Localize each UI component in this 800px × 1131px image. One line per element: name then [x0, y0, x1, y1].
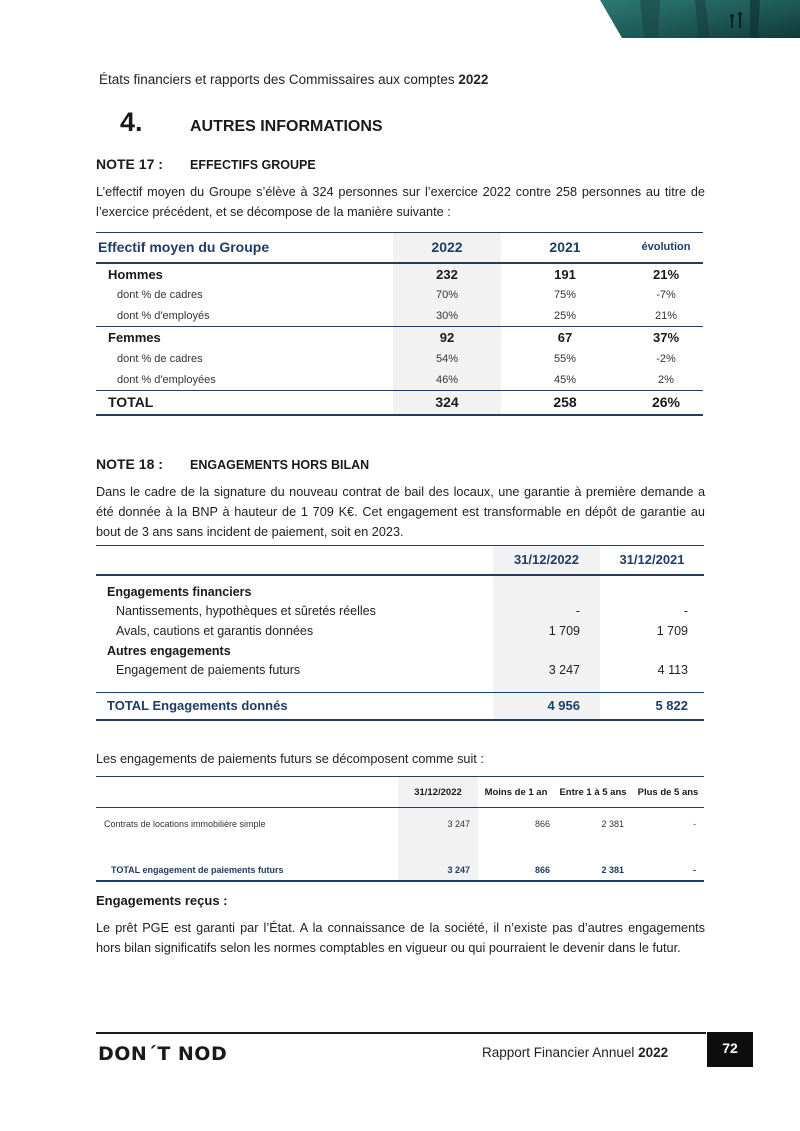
row-label: dont % d'employées: [117, 373, 216, 386]
table-row: [96, 263, 703, 285]
note-18-label: NOTE 18 :: [96, 456, 163, 472]
table-header-cell: évolution: [629, 233, 703, 263]
row-value: -: [693, 818, 696, 829]
note-18-heading: [96, 456, 369, 472]
section-number: 4.: [120, 107, 143, 137]
row-value: 232: [393, 263, 501, 285]
footer-report-year: 2022: [638, 1045, 669, 1060]
table-row: [96, 370, 703, 391]
row-value: 55%: [553, 353, 577, 365]
row-value: 30%: [393, 306, 501, 327]
note-18-title: ENGAGEMENTS HORS BILAN: [190, 458, 370, 472]
table-header-cell: Effectif moyen du Groupe: [96, 233, 393, 263]
total-value: 2 381: [554, 861, 632, 881]
future-payments-intro: Les engagements de paiements futurs se décomposent comme suit :: [96, 752, 484, 766]
total-value: 26%: [629, 391, 703, 415]
row-value: 2%: [658, 373, 674, 386]
row-value: 191: [554, 266, 576, 282]
header-year: 2022: [458, 72, 489, 87]
received-commitments-paragraph: Le prêt PGE est garanti par l’État. A la connaissance de la société, il n’existe pas d’autres engagements hors bilan significatifs selon les normes comptables en vigueur ou qui pourraient le devenir dans le futur.: [96, 921, 705, 955]
row-value: 37%: [652, 330, 680, 346]
row-label: Hommes: [108, 266, 163, 282]
category-row: [96, 582, 704, 602]
footer-report-label: Rapport Financier Annuel: [482, 1045, 635, 1060]
row-label: dont % d'employés: [96, 306, 393, 327]
footer-report-title: [482, 1045, 668, 1060]
total-value: -: [632, 861, 704, 881]
table-header-row: [96, 546, 704, 575]
row-value: 25%: [501, 306, 629, 327]
row-label: Avals, cautions et garantis données: [116, 623, 314, 638]
company-logo: DON´T NOD: [98, 1043, 228, 1065]
note-17-title: EFFECTIFS GROUPE: [190, 158, 316, 172]
commitments-table: [96, 545, 704, 721]
table-row: [96, 661, 704, 681]
row-value: 1 709: [493, 621, 600, 641]
row-label: Engagement de paiements futurs: [116, 663, 301, 678]
total-label: TOTAL: [96, 391, 393, 415]
page-number: 72: [707, 1032, 753, 1067]
row-value: 1 709: [656, 623, 688, 638]
row-label: dont % de cadres: [117, 289, 203, 301]
table-header-cell: 31/12/2022: [398, 777, 478, 808]
section-title: AUTRES INFORMATIONS: [190, 118, 383, 135]
table-header-cell: 31/12/2022: [493, 546, 600, 575]
table-header-row: [96, 777, 704, 808]
future-payments-table: [96, 776, 704, 882]
table-total-row: [96, 692, 704, 720]
note-17-label: NOTE 17 :: [96, 156, 163, 172]
table-header-cell: Entre 1 à 5 ans: [554, 777, 632, 808]
row-value: 2 381: [601, 818, 624, 829]
row-value: 46%: [393, 370, 501, 391]
total-value: 4 956: [493, 692, 600, 720]
header-banner-image: [600, 0, 800, 38]
category-label: Engagements financiers: [107, 584, 252, 599]
row-value: 3 247: [398, 808, 478, 840]
table-header-cell: 31/12/2021: [600, 546, 704, 575]
total-value: 5 822: [600, 692, 704, 720]
table-header-cell: Plus de 5 ans: [632, 777, 704, 808]
total-label: TOTAL engagement de paiements futurs: [96, 861, 398, 881]
total-label: TOTAL Engagements donnés: [96, 692, 493, 720]
table-header-cell: 2021: [501, 233, 629, 263]
row-value: -7%: [656, 289, 676, 301]
table-header-cell: 2022: [393, 233, 501, 263]
row-value: 21%: [629, 306, 703, 327]
row-value: -: [493, 602, 600, 622]
category-label: Autres engagements: [107, 643, 231, 658]
row-label: Contrats de locations immobilière simple: [104, 818, 266, 829]
note-17-heading: [96, 156, 316, 172]
row-value: -2%: [656, 353, 676, 365]
total-value: 324: [393, 391, 501, 415]
row-label: Nantissements, hypothèques et sûretés réelles: [116, 604, 376, 619]
total-value: 866: [478, 861, 554, 881]
document-header: [99, 72, 488, 87]
note-18-paragraph: Dans le cadre de la signature du nouveau contrat de bail des locaux, une garantie à première demande a été donnée à la BNP à hauteur de 1 709 K€. Cet engagement est transformable en dépôt de garantie au bout de 3 ans sans incident de paiement, soit en 2023.: [96, 485, 705, 539]
row-value: 54%: [393, 349, 501, 370]
table-total-row: [96, 861, 704, 881]
row-label: Femmes: [108, 330, 161, 346]
row-value: 75%: [553, 289, 577, 301]
table-row: [96, 808, 704, 840]
row-value: -: [683, 604, 688, 619]
table-row: [96, 621, 704, 641]
table-row: [96, 327, 703, 349]
table-header-cell: Moins de 1 an: [478, 777, 554, 808]
row-value: 3 247: [493, 661, 600, 681]
workforce-table: [96, 232, 703, 416]
row-value: 92: [393, 327, 501, 349]
table-header-row: [96, 233, 703, 263]
row-value: 70%: [393, 285, 501, 306]
table-row: [96, 602, 704, 622]
table-total-row: [96, 391, 703, 415]
row-value: 67: [557, 330, 573, 346]
total-value: 3 247: [398, 861, 478, 881]
row-value: 4 113: [657, 663, 688, 678]
row-value: 45%: [553, 373, 577, 386]
row-label: dont % de cadres: [117, 353, 203, 365]
received-commitments-title: Engagements reçus :: [96, 893, 228, 908]
row-value: 866: [534, 818, 550, 829]
note-17-paragraph: L’effectif moyen du Groupe s’élève à 324 personnes sur l’exercice 2022 contre 258 personnes au titre de l’exercice précédent, et se décompose de la manière suivante :: [96, 185, 705, 219]
total-value: 258: [501, 391, 629, 415]
row-value: 21%: [652, 266, 680, 282]
table-header-cell: [96, 546, 493, 575]
category-row: [96, 641, 704, 661]
footer-divider: [96, 1032, 706, 1034]
table-row: [96, 349, 703, 370]
header-text: États financiers et rapports des Commissaires aux comptes: [99, 72, 455, 87]
table-row: [96, 285, 703, 306]
table-row: [96, 306, 703, 327]
